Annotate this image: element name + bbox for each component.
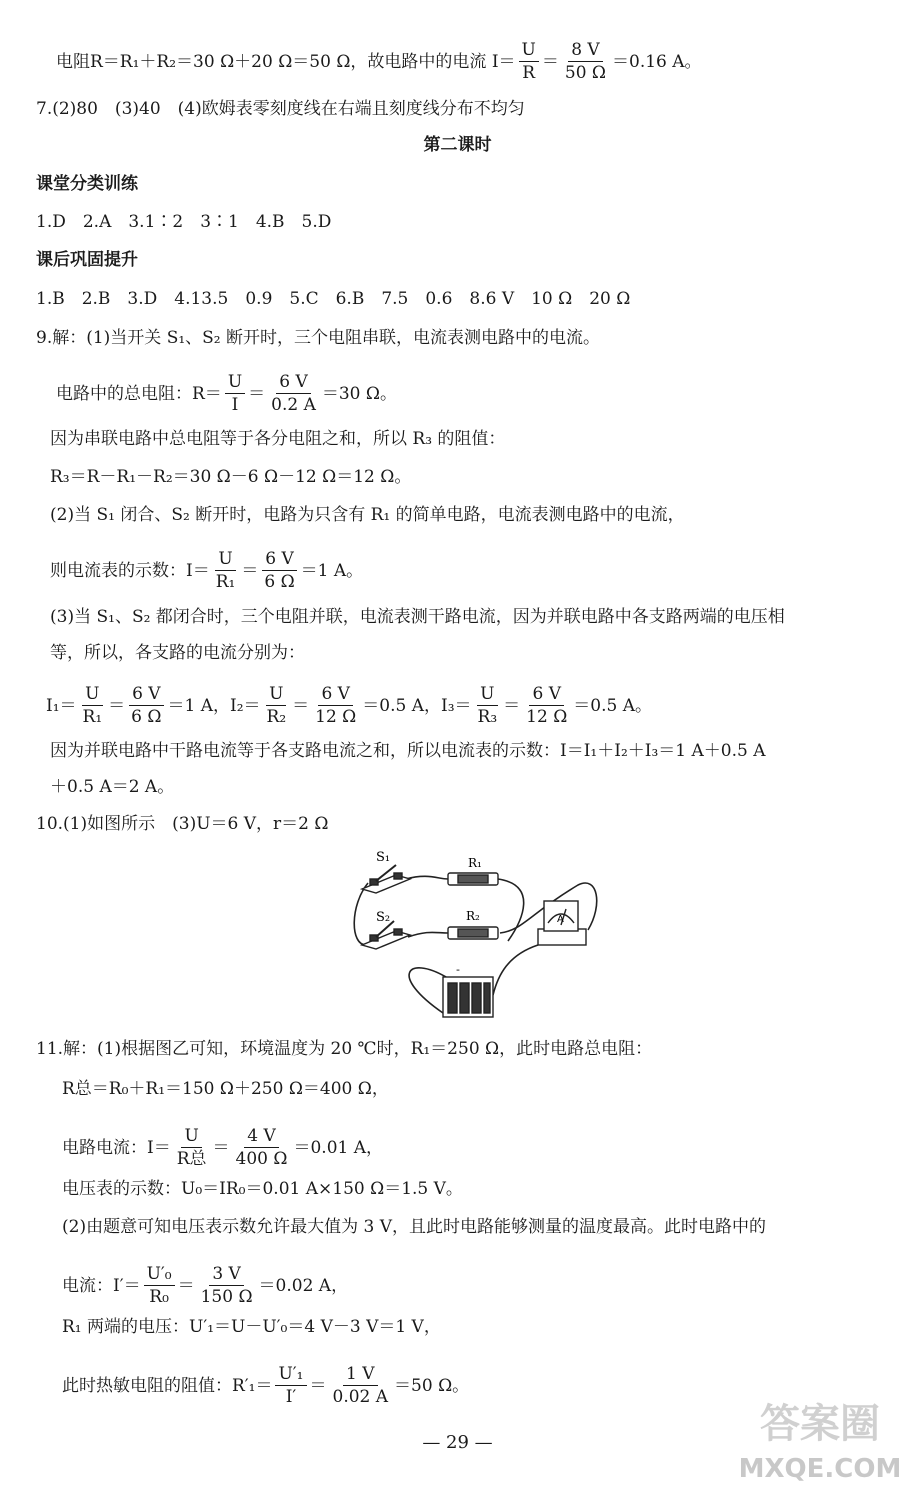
fraction: $\frac{U}{\text{R总}}$: [176, 1126, 207, 1169]
fraction: $\frac{3 V}{150 \Omega}$: [200, 1264, 253, 1307]
fraction: $\frac{\text{U′₁}}{I'}$: [275, 1364, 306, 1407]
watermark-logo: [735, 1395, 905, 1485]
text: ＝: [292, 695, 310, 716]
text: ＝1 A。: [300, 560, 364, 581]
answer-line-7: 7.(2)80 (3)40 (4)欧姆表零刻度线在右端且刻度线分布不均匀: [36, 99, 525, 119]
answer-line-1: [56, 40, 702, 83]
fraction: $\frac{U}{\text{R₂}}$: [266, 684, 287, 727]
q11-line: R₁ 两端的电压：U′₁＝U－U′₀＝4 V－3 V＝1 V，: [62, 1317, 441, 1337]
circuit-diagram: [348, 845, 608, 1025]
q11-line: R总＝R₀＋R₁＝150 Ω＋250 Ω＝400 Ω，: [62, 1079, 389, 1099]
q9-part3: (3)当 S₁、S₂ 都闭合时，三个电阻并联，电流表测干路电流，因为并联电路中各支路两端的电压相: [50, 607, 785, 627]
text: 电阻R＝R₁＋R₂＝30 Ω＋20 Ω＝50 Ω，故电路中的电流 I＝: [56, 51, 516, 72]
wire: [409, 968, 446, 1013]
label-s1: S₁: [376, 850, 391, 865]
watermark-text-top: 答案圈: [760, 1401, 880, 1447]
section-title: 第二课时: [423, 135, 492, 155]
text: ＝1 A，I₂＝: [167, 695, 261, 716]
text: ＝: [108, 695, 126, 716]
fraction: $\frac{U}{\text{R₁}}$: [82, 684, 103, 727]
text: ＝: [503, 695, 521, 716]
label-r2: R₂: [466, 909, 480, 923]
wire: [408, 932, 448, 937]
text: ＝: [309, 1375, 327, 1396]
text: 电路中的总电阻：R＝: [56, 383, 222, 404]
fraction: $\frac{8 V}{50 \Omega}$: [564, 40, 607, 83]
q9-ammeter-reading: [50, 549, 363, 592]
q11-part2: (2)由题意可知电压表示数允许最大值为 3 V，且此时电路能够测量的温度最高。此时电路中的: [62, 1217, 766, 1237]
q9-line: ＋0.5 A＝2 A。: [50, 777, 175, 797]
resistor-r2: [448, 927, 498, 939]
fraction: $\frac{6 V}{6 \Omega}$: [261, 549, 297, 592]
text: ＝0.02 A，: [258, 1275, 349, 1296]
text: ＝: [177, 1275, 195, 1296]
subsection-heading: 课堂分类训练: [36, 174, 138, 194]
wire: [498, 879, 524, 941]
text: ＝: [212, 1137, 230, 1158]
subsection-heading: 课后巩固提升: [36, 250, 138, 270]
label-battery-minus: -: [456, 963, 460, 976]
fraction: $\frac{\text{U′₀}}{\text{R₀}}$: [144, 1264, 175, 1307]
q9-line: R₃＝R－R₁－R₂＝30 Ω－6 Ω－12 Ω＝12 Ω。: [50, 467, 412, 487]
text: ＝30 Ω。: [321, 383, 397, 404]
text: 电路电流：I＝: [62, 1137, 171, 1158]
fraction: $\frac{U}{I}$: [225, 372, 245, 415]
answers-classroom: 1.D 2.A 3.1∶2 3∶1 4.B 5.D: [36, 212, 332, 232]
text: ＝0.01 A，: [293, 1137, 384, 1158]
fraction: $\frac{4 V}{400 \Omega}$: [235, 1126, 288, 1169]
q11-thermistor: [62, 1364, 469, 1407]
resistor-r1: [448, 873, 498, 885]
text: ＝: [241, 560, 259, 581]
q9-line: 因为串联电路中总电阻等于各分电阻之和，所以 R₃ 的阻值：: [50, 429, 506, 449]
q9-part1: 9.解：(1)当开关 S₁、S₂ 断开时，三个电阻串联，电流表测电路中的电流。: [36, 328, 601, 348]
q9-branch-currents: [46, 684, 652, 727]
battery: [443, 977, 493, 1017]
text: 则电流表的示数：I＝: [50, 560, 210, 581]
q11-current: [62, 1126, 383, 1169]
fraction: $\frac{6 V}{12 \Omega}$: [315, 684, 357, 727]
fraction: $\frac{U}{R}$: [519, 40, 539, 83]
wire: [493, 945, 538, 995]
text: ＝0.16 A。: [612, 51, 702, 72]
text: ＝: [541, 51, 559, 72]
fraction: $\frac{6 V}{0.2 A}$: [271, 372, 316, 415]
text: I₁＝: [46, 695, 77, 716]
q11-line: 电压表的示数：U₀＝IR₀＝0.01 A×150 Ω＝1.5 V。: [62, 1179, 463, 1199]
label-ammeter: A: [557, 914, 564, 925]
q9-part2: (2)当 S₁ 闭合、S₂ 断开时，电路为只含有 R₁ 的简单电路，电流表测电路中的电流，: [50, 505, 685, 525]
q11-current2: [62, 1264, 348, 1307]
fraction: $\frac{6 V}{12 \Omega}$: [526, 684, 568, 727]
page-number: — 29 —: [422, 1432, 493, 1453]
q11-part1: 11.解：(1)根据图乙可知，环境温度为 20 ℃时，R₁＝250 Ω，此时电路总电阻：: [36, 1039, 653, 1059]
text: ＝50 Ω。: [394, 1375, 470, 1396]
q9-line: 等，所以，各支路的电流分别为：: [50, 643, 305, 663]
wire: [406, 876, 448, 879]
text: 电流：I′＝: [62, 1275, 141, 1296]
answers-after-class: 1.B 2.B 3.D 4.13.5 0.9 5.C 6.B 7.5 0.6 8.6 V 10 Ω 20 Ω: [36, 289, 631, 309]
text: ＝0.5 A，I₃＝: [362, 695, 472, 716]
text: ＝0.5 A。: [573, 695, 653, 716]
fraction: $\frac{6 V}{6 \Omega}$: [128, 684, 164, 727]
text: ＝: [248, 383, 266, 404]
text: 此时热敏电阻的阻值：R′₁＝: [62, 1375, 273, 1396]
q9-line: 因为并联电路中干路电流等于各支路电流之和，所以电流表的示数：I＝I₁＋I₂＋I₃＝1 A＋0.5 A: [50, 741, 766, 761]
fraction: $\frac{U}{\text{R₁}}$: [215, 549, 236, 592]
label-r1: R₁: [468, 856, 482, 870]
switch-s1: [362, 865, 410, 893]
answer-line-10: 10.(1)如图所示 (3)U＝6 V，r＝2 Ω: [36, 814, 329, 834]
switch-s2: [362, 921, 410, 949]
wire: [354, 883, 368, 945]
watermark-text-bottom: MXQE.COM: [738, 1454, 902, 1484]
label-s2: S₂: [376, 910, 391, 925]
fraction: $\frac{1 V}{0.02 A}$: [332, 1364, 389, 1407]
q9-total-resistance: [56, 372, 397, 415]
fraction: $\frac{U}{\text{R₃}}$: [477, 684, 498, 727]
